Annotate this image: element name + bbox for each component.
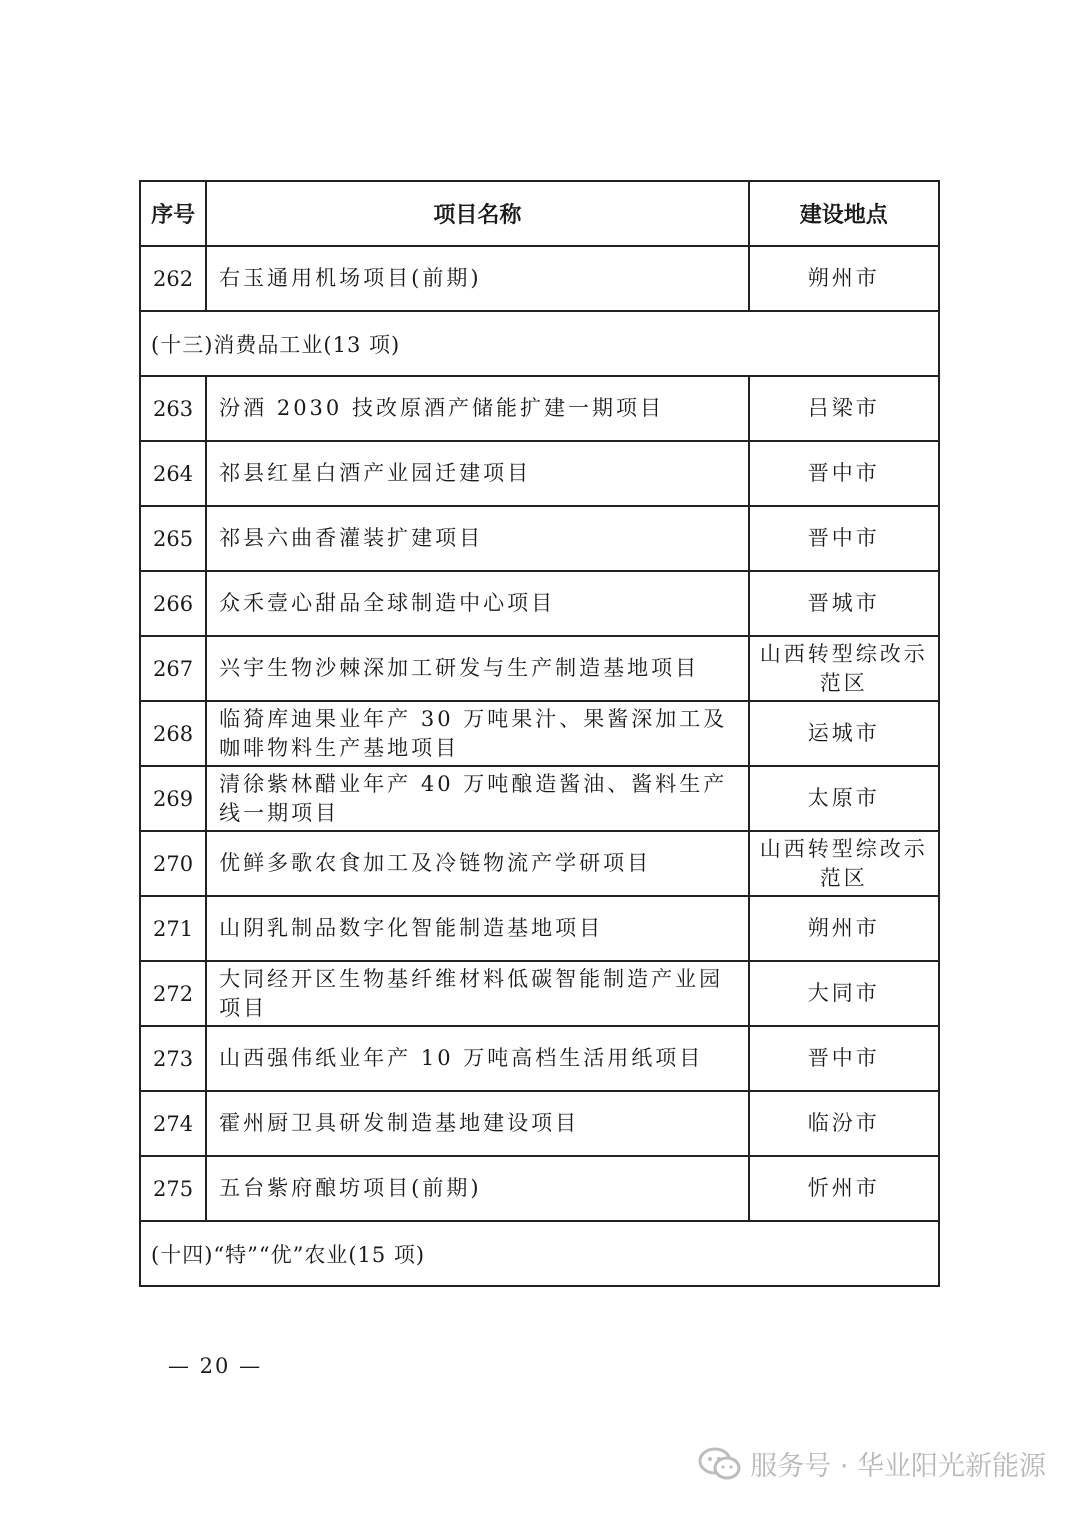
serial-number-cell: 263	[140, 376, 206, 441]
serial-number-cell: 275	[140, 1156, 206, 1221]
table-row	[140, 831, 939, 896]
project-name-cell: 兴宇生物沙棘深加工研发与生产制造基地项目	[206, 636, 748, 701]
location-cell: 运城市	[749, 701, 940, 766]
page-number: — 20 —	[168, 1354, 263, 1378]
watermark-text: 服务号 · 华业阳光新能源	[750, 1451, 1046, 1482]
project-name-cell: 众禾壹心甜品全球制造中心项目	[206, 571, 748, 636]
table-row	[140, 766, 939, 831]
table-row	[140, 1026, 939, 1091]
table-row	[140, 506, 939, 571]
location-cell: 太原市	[749, 766, 940, 831]
table-row	[140, 441, 939, 506]
location-cell: 晋中市	[749, 506, 940, 571]
watermark	[698, 1444, 1046, 1483]
section-row	[140, 311, 939, 376]
section-title: (十四)“特”“优”农业(15 项)	[140, 1221, 939, 1286]
location-cell: 朔州市	[749, 246, 940, 311]
serial-number-cell: 262	[140, 246, 206, 311]
serial-number-cell: 269	[140, 766, 206, 831]
location-cell: 朔州市	[749, 896, 940, 961]
location-cell: 大同市	[749, 961, 940, 1026]
header-location: 建设地点	[749, 181, 940, 246]
project-name-cell: 祁县六曲香灌装扩建项目	[206, 506, 748, 571]
location-cell: 晋中市	[749, 441, 940, 506]
location-cell: 晋城市	[749, 571, 940, 636]
project-name-cell: 汾酒 2030 技改原酒产储能扩建一期项目	[206, 376, 748, 441]
project-name-cell: 清徐紫林醋业年产 40 万吨酿造酱油、酱料生产线一期项目	[206, 766, 748, 831]
serial-number-cell: 272	[140, 961, 206, 1026]
location-cell: 临汾市	[749, 1091, 940, 1156]
project-name-cell: 霍州厨卫具研发制造基地建设项目	[206, 1091, 748, 1156]
section-row	[140, 1221, 939, 1286]
location-cell: 晋中市	[749, 1026, 940, 1091]
project-name-cell: 右玉通用机场项目(前期)	[206, 246, 748, 311]
table-row	[140, 1091, 939, 1156]
project-name-cell: 五台紫府酿坊项目(前期)	[206, 1156, 748, 1221]
serial-number-cell: 267	[140, 636, 206, 701]
serial-number-cell: 266	[140, 571, 206, 636]
location-cell: 吕梁市	[749, 376, 940, 441]
serial-number-cell: 265	[140, 506, 206, 571]
project-name-cell: 临猗库迪果业年产 30 万吨果汁、果酱深加工及咖啡物料生产基地项目	[206, 701, 748, 766]
table-body	[140, 246, 939, 1286]
table-row	[140, 571, 939, 636]
table-row	[140, 896, 939, 961]
project-table	[139, 180, 940, 1287]
table-row	[140, 636, 939, 701]
section-title: (十三)消费品工业(13 项)	[140, 311, 939, 376]
serial-number-cell: 268	[140, 701, 206, 766]
serial-number-cell: 264	[140, 441, 206, 506]
header-project-name: 项目名称	[206, 181, 748, 246]
project-name-cell: 山阴乳制品数字化智能制造基地项目	[206, 896, 748, 961]
serial-number-cell: 274	[140, 1091, 206, 1156]
project-name-cell: 祁县红星白酒产业园迁建项目	[206, 441, 748, 506]
wechat-icon	[698, 1447, 742, 1481]
table-row	[140, 961, 939, 1026]
project-name-cell: 大同经开区生物基纤维材料低碳智能制造产业园项目	[206, 961, 748, 1026]
serial-number-cell: 273	[140, 1026, 206, 1091]
table-header-row	[140, 181, 939, 246]
location-cell: 山西转型综改示范区	[749, 636, 940, 701]
table-row	[140, 701, 939, 766]
table-row	[140, 246, 939, 311]
location-cell: 忻州市	[749, 1156, 940, 1221]
table-row	[140, 1156, 939, 1221]
location-cell: 山西转型综改示范区	[749, 831, 940, 896]
serial-number-cell: 270	[140, 831, 206, 896]
serial-number-cell: 271	[140, 896, 206, 961]
project-name-cell: 优鲜多歌农食加工及冷链物流产学研项目	[206, 831, 748, 896]
header-serial-number: 序号	[140, 181, 206, 246]
project-name-cell: 山西强伟纸业年产 10 万吨高档生活用纸项目	[206, 1026, 748, 1091]
table-row	[140, 376, 939, 441]
